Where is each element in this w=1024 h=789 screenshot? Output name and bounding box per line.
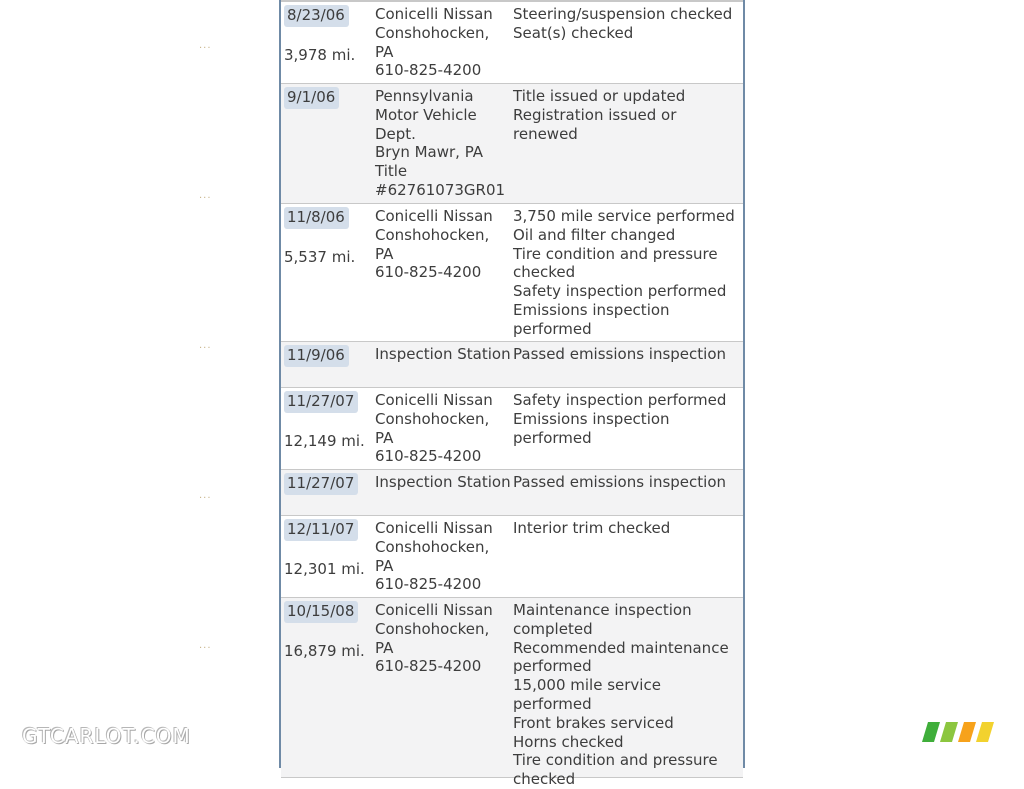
comment-line: 3,750 mile service performed [513, 207, 735, 225]
decorative-dots: ··· [199, 643, 212, 654]
comment-line: Title issued or updated [513, 87, 686, 105]
table-row [281, 388, 743, 470]
date-badge: 11/27/07 [284, 473, 358, 495]
source-line: Bryn Mawr, PA [375, 143, 484, 162]
comments-cell [513, 388, 743, 469]
comment-line: 15,000 mile service performed [513, 676, 661, 713]
date-cell [281, 342, 375, 387]
source-line: 610-825-4200 [375, 657, 482, 676]
source-cell [375, 2, 513, 83]
source-line: 610-825-4200 [375, 61, 482, 80]
date-badge: 8/23/06 [284, 5, 349, 27]
comment-line: performed [513, 319, 592, 338]
comment-line: Recommended maintenance [513, 638, 729, 657]
comment-line: Maintenance inspection [513, 601, 692, 619]
source-cell [375, 204, 513, 341]
date-cell [281, 84, 375, 203]
source-line: Conshohocken, [375, 23, 490, 42]
comments-cell [513, 2, 743, 83]
comment-line: checked [513, 770, 576, 789]
date-badge: 12/11/07 [284, 519, 358, 541]
source-line: Dept. [375, 124, 416, 143]
date-cell [281, 204, 375, 341]
history-rows [281, 2, 743, 789]
mileage-value: 12,149 mi. [284, 431, 365, 450]
decorative-dots: ··· [199, 343, 212, 354]
mileage-value: 16,879 mi. [284, 641, 365, 660]
comment-line: Tire condition and pressure [513, 244, 718, 263]
logo-stripe [958, 722, 976, 742]
comment-line: completed [513, 619, 593, 638]
source-line: 610-825-4200 [375, 575, 482, 594]
table-row [281, 204, 743, 342]
mileage-value: 3,978 mi. [284, 45, 356, 64]
source-line: Conshohocken, [375, 619, 490, 638]
mileage-value: 5,537 mi. [284, 247, 356, 266]
source-line: Conicelli Nissan [375, 601, 493, 619]
table-row [281, 2, 743, 84]
date-badge: 11/9/06 [284, 345, 349, 367]
source-line: PA [375, 638, 394, 657]
comments-cell [513, 598, 743, 789]
source-cell [375, 470, 513, 515]
source-line: Motor Vehicle [375, 105, 477, 124]
decorative-dots: ··· [199, 493, 212, 504]
comment-line: performed [513, 657, 592, 676]
comments-cell [513, 204, 743, 341]
source-line: 610-825-4200 [375, 263, 482, 282]
comments-cell [513, 470, 743, 515]
date-cell [281, 2, 375, 83]
comment-line: Horns checked [513, 732, 624, 751]
source-line: Inspection Station [375, 345, 511, 363]
source-line: Conicelli Nissan [375, 5, 493, 23]
source-line: 610-825-4200 [375, 447, 482, 466]
comment-line: Front brakes serviced [513, 713, 674, 732]
source-line: Conicelli Nissan [375, 207, 493, 225]
logo-stripe [976, 722, 994, 742]
comment-line: Registration issued or renewed [513, 105, 677, 143]
comment-line: Steering/suspension checked [513, 5, 733, 23]
date-badge: 10/15/08 [284, 601, 358, 623]
comment-line: Tire condition and pressure [513, 751, 718, 770]
table-row [281, 516, 743, 598]
table-row [281, 598, 743, 789]
source-line: Title [375, 162, 408, 181]
source-line: Conicelli Nissan [375, 519, 493, 537]
comment-line: Safety inspection performed [513, 282, 727, 301]
watermark-text: GTCARLOT.COM [22, 724, 191, 748]
table-row [281, 470, 743, 516]
decorative-dots: ··· [199, 193, 212, 204]
source-line: Conshohocken, [375, 409, 490, 428]
date-cell [281, 516, 375, 597]
comment-line: Safety inspection performed [513, 391, 727, 409]
logo-stripe [922, 722, 940, 742]
source-line: Pennsylvania [375, 87, 474, 105]
source-line: PA [375, 428, 394, 447]
source-cell [375, 598, 513, 777]
date-cell [281, 470, 375, 515]
history-table [279, 0, 745, 789]
source-line: #62761073GR01 [375, 180, 506, 199]
date-cell [281, 388, 375, 469]
table-row [281, 84, 743, 204]
source-cell [375, 516, 513, 597]
source-cell [375, 342, 513, 387]
comment-line: Passed emissions inspection [513, 345, 727, 363]
source-line: PA [375, 42, 394, 61]
date-badge: 11/27/07 [284, 391, 358, 413]
comment-line: Seat(s) checked [513, 23, 634, 42]
decorative-dots: ··· [199, 43, 212, 54]
comment-line: Oil and filter changed [513, 225, 676, 244]
source-cell [375, 84, 513, 203]
striped-logo-icon [920, 720, 998, 744]
comment-line: checked [513, 263, 576, 282]
mileage-value: 12,301 mi. [284, 559, 365, 578]
comment-line: Interior trim checked [513, 519, 671, 537]
comment-line: Emissions inspection [513, 409, 670, 428]
comments-cell [513, 342, 743, 387]
logo-stripe [940, 722, 958, 742]
comment-line: Emissions inspection [513, 300, 670, 319]
comment-line: Passed emissions inspection [513, 473, 727, 491]
comments-cell [513, 84, 743, 203]
source-line: Conshohocken, [375, 537, 490, 556]
source-line: PA [375, 556, 394, 575]
date-cell [281, 598, 375, 777]
source-line: Inspection Station [375, 473, 511, 491]
date-badge: 11/8/06 [284, 207, 349, 229]
source-cell [375, 388, 513, 469]
source-line: Conshohocken, [375, 225, 490, 244]
source-line: Conicelli Nissan [375, 391, 493, 409]
comments-cell [513, 516, 743, 597]
date-badge: 9/1/06 [284, 87, 339, 109]
table-row [281, 342, 743, 388]
source-line: PA [375, 244, 394, 263]
comment-line: performed [513, 428, 592, 447]
